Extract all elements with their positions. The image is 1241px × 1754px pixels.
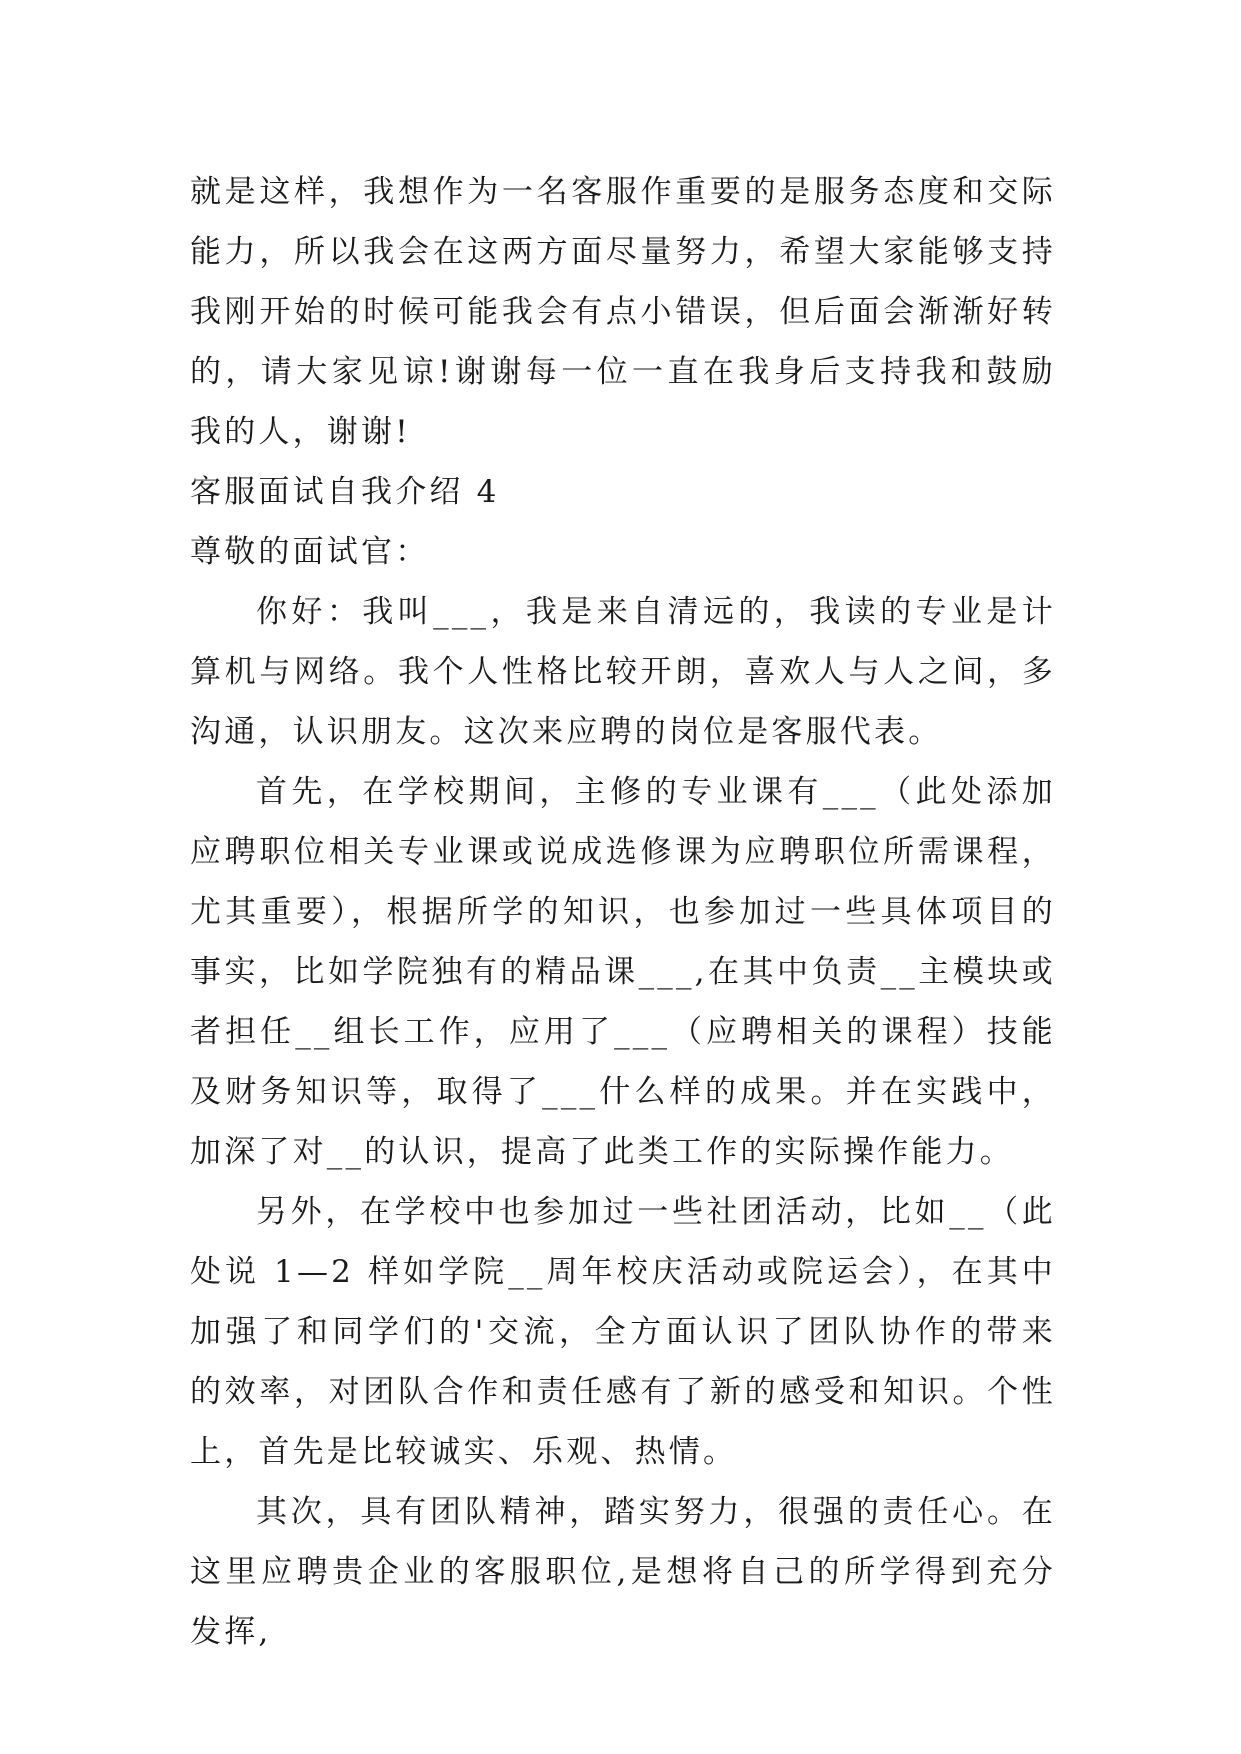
paragraph-courses: 首先，在学校期间，主修的专业课有___（此处添加应聘职位相关专业课或说成选修课为应聘职位所需课程，尤其重要），根据所学的知识，也参加过一些具体项目的事实，比如学院独有的精品课___,在其中负责__主模块或者担任__组长工作，应用了___（应聘相关的课程）技能及财务知识等，取得了___什么样的成果。并在实践中，加深了对__的认识，提高了此类工作的实际操作能力。 xyxy=(190,774,1056,1170)
paragraph-intro: 你好：我叫___，我是来自清远的，我读的专业是计算机与网络。我个人性格比较开朗，喜欢人与人之间，多沟通，认识朋友。这次来应聘的岗位是客服代表。 xyxy=(190,594,1056,750)
paragraph-closing: 就是这样，我想作为一名客服作重要的是服务态度和交际能力，所以我会在这两方面尽量努力，希望大家能够支持我刚开始的时候可能我会有点小错误，但后面会渐渐好转的，请大家见谅!谢谢每一位一直在我身后支持我和鼓励我的人，谢谢! xyxy=(190,174,1056,450)
paragraph-motivation: 其次，具有团队精神，踏实努力，很强的责任心。在这里应聘贵企业的客服职位,是想将自己的所学得到充分发挥, xyxy=(190,1494,1056,1650)
salutation: 尊敬的面试官： xyxy=(190,534,430,570)
paragraph-activities: 另外，在学校中也参加过一些社团活动，比如__（此处说 1—2 样如学院__周年校庆活动或院运会），在其中加强了和同学们的'交流，全方面认识了团队协作的带来的效率，对团队合作和责任感有了新的感受和知识。个性上，首先是比较诚实、乐观、热情。 xyxy=(190,1194,1056,1470)
document-body xyxy=(190,162,1056,1662)
section-heading: 客服面试自我介绍 4 xyxy=(190,474,500,510)
